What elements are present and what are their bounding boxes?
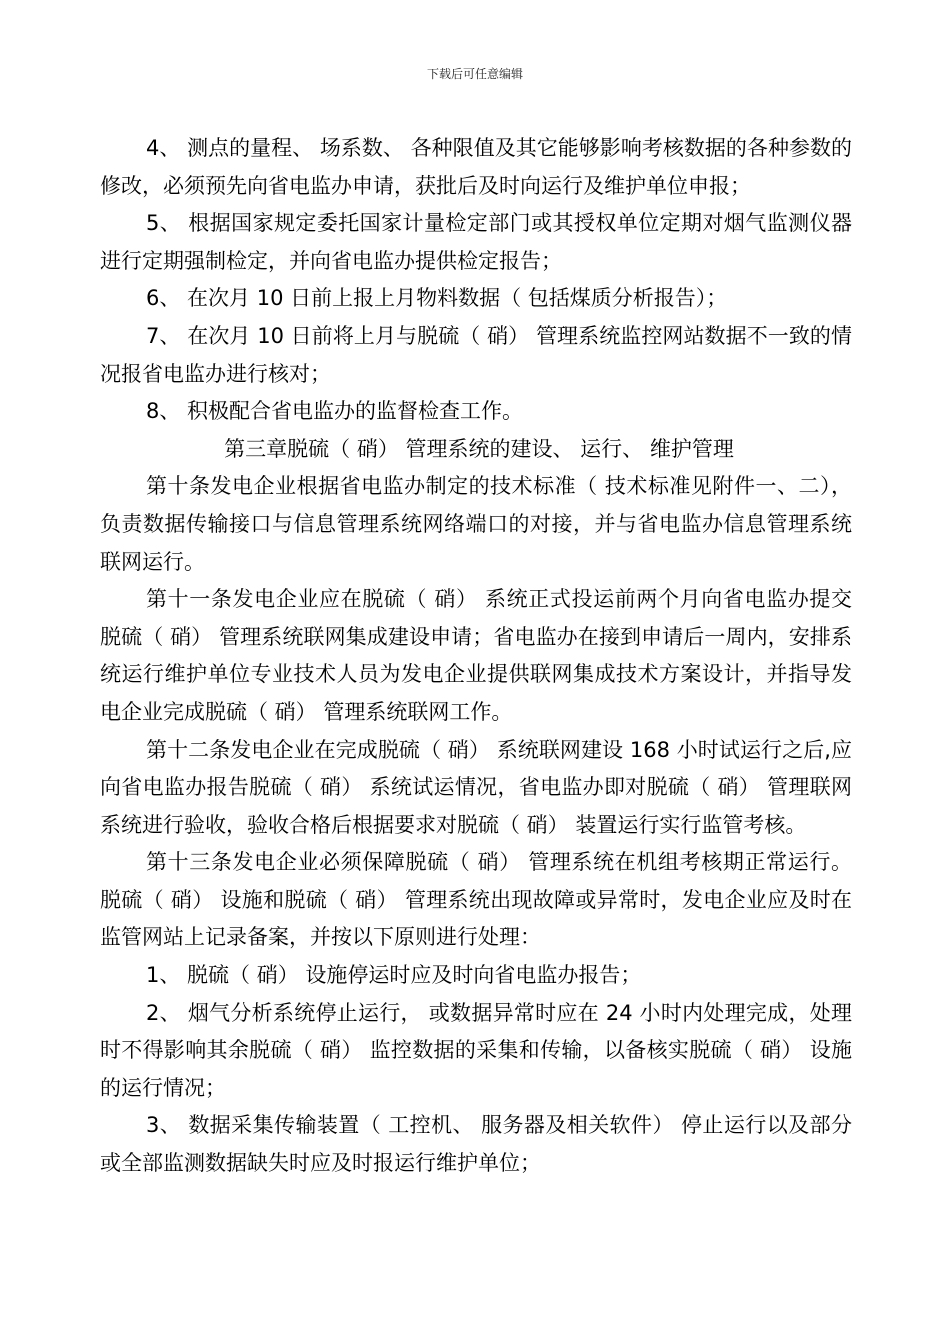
document-body: [100, 130, 852, 1183]
article-paragraph: 第十二条发电企业在完成脱硫（ 硝） 系统联网建设 168 小时试运行之后,应向省电监办报告脱硫（ 硝） 系统试运情况，省电监办即对脱硫（ 硝） 管理联网系统进行验收，验收合格后根据要求对脱硫（ 硝） 装置运行实行监管考核。: [100, 737, 852, 837]
list-item: 3、 数据采集传输装置（ 工控机、 服务器及相关软件） 停止运行以及部分或全部监测数据缺失时应及时报运行维护单位；: [100, 1113, 852, 1176]
article-paragraph: 第十条发电企业根据省电监办制定的技术标准（ 技术标准见附件一、二），负责数据传输接口与信息管理系统网络端口的对接，并与省电监办信息管理系统联网运行。: [100, 474, 852, 574]
list-item: 1、 脱硫（ 硝） 设施停运时应及时向省电监办报告；: [146, 963, 642, 988]
page-header: 下载后可任意编辑: [426, 67, 523, 81]
list-item: 7、 在次月 10 日前将上月与脱硫（ 硝） 管理系统监控网站数据不一致的情况报省电监办进行核对；: [100, 323, 852, 386]
list-item: 8、 积极配合省电监办的监督检查工作。: [146, 399, 524, 424]
list-item: 5、 根据国家规定委托国家计量检定部门或其授权单位定期对烟气监测仪器进行定期强制检定，并向省电监办提供检定报告；: [100, 211, 852, 273]
article-paragraph: 第十一条发电企业应在脱硫（ 硝） 系统正式投运前两个月向省电监办提交脱硫（ 硝） 管理系统联网集成建设申请；省电监办在接到申请后一周内，安排系统运行维护单位专业技术人员为发电企业提供联网集成技术方案设计，并指导发电企业完成脱硫（ 硝） 管理系统联网工作。: [100, 587, 852, 724]
list-item: 6、 在次月 10 日前上报上月物料数据（ 包括煤质分析报告）；: [146, 286, 728, 311]
chapter-title: 第三章脱硫（ 硝） 管理系统的建设、 运行、 维护管理: [224, 436, 734, 461]
article-paragraph: 第十三条发电企业必须保障脱硫（ 硝） 管理系统在机组考核期正常运行。脱硫（ 硝） 设施和脱硫（ 硝） 管理系统出现故障或异常时，发电企业应及时在监管网站上记录备案，并按以下原则进行处理：: [100, 850, 852, 950]
list-item: 4、 测点的量程、 场系数、 各种限值及其它能够影响考核数据的各种参数的修改，必须预先向省电监办申请，获批后及时向运行及维护单位申报；: [100, 136, 852, 198]
list-item: 2、 烟气分析系统停止运行， 或数据异常时应在 24 小时内处理完成，处理时不得影响其余脱硫（ 硝） 监控数据的采集和传输，以备核实脱硫（ 硝） 设施的运行情况；: [100, 1000, 852, 1100]
